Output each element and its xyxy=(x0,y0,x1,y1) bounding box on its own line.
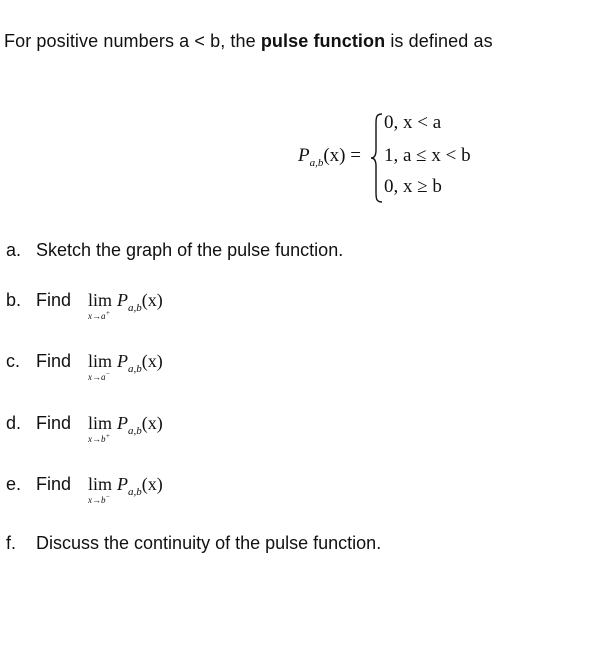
lim-approach: x→b− xyxy=(88,493,111,505)
formula-case-3: 0, x ≥ b xyxy=(384,176,442,197)
formula-lhs xyxy=(298,145,361,169)
question-text: Find xyxy=(36,413,72,433)
question-d xyxy=(6,413,71,434)
question-c xyxy=(6,351,71,372)
formula-function-name: P xyxy=(298,145,310,166)
pulse-function-definition xyxy=(298,112,498,204)
lim-function: $P_{a,b}(x)$ xyxy=(117,290,163,314)
lim-approach: x→a− xyxy=(88,370,111,382)
question-letter: c. xyxy=(6,351,21,371)
formula-case-1: 0, x < a xyxy=(384,112,442,133)
question-text: Find xyxy=(36,474,72,494)
intro-prefix: For positive numbers a < b, the xyxy=(4,31,261,51)
intro-text xyxy=(4,31,493,52)
question-letter: b. xyxy=(6,290,22,310)
question-f xyxy=(6,533,381,554)
question-letter: e. xyxy=(6,474,22,494)
lim-word: lim xyxy=(88,290,113,310)
lim-word: lim xyxy=(88,413,113,433)
intro-suffix: is defined as xyxy=(385,31,493,51)
question-text: Find xyxy=(36,290,72,310)
question-text: Find xyxy=(36,351,72,371)
question-e xyxy=(6,474,71,495)
formula-argument: (x) = xyxy=(323,145,361,166)
question-b xyxy=(6,290,71,311)
question-text: Discuss the continuity of the pulse function. xyxy=(36,533,382,553)
lim-word: lim xyxy=(88,351,113,371)
left-brace-icon xyxy=(370,112,384,204)
question-letter: d. xyxy=(6,413,22,433)
lim-function: $P_{a,b}(x)$ xyxy=(117,351,163,375)
intro-bold-term: pulse function xyxy=(260,31,386,51)
formula-subscript: a,b xyxy=(309,157,324,169)
lim-function: $P_{a,b}(x)$ xyxy=(117,474,163,498)
lim-approach: x→b+ xyxy=(88,432,111,444)
question-letter: a. xyxy=(6,240,22,260)
question-text: Sketch the graph of the pulse function. xyxy=(36,240,344,260)
lim-function: $P_{a,b}(x)$ xyxy=(117,413,163,437)
lim-approach: x→a+ xyxy=(88,309,111,321)
formula-case-2: 1, a ≤ x < b xyxy=(384,145,471,166)
lim-word: lim xyxy=(88,474,113,494)
question-letter: f. xyxy=(6,533,17,553)
question-a xyxy=(6,240,343,261)
